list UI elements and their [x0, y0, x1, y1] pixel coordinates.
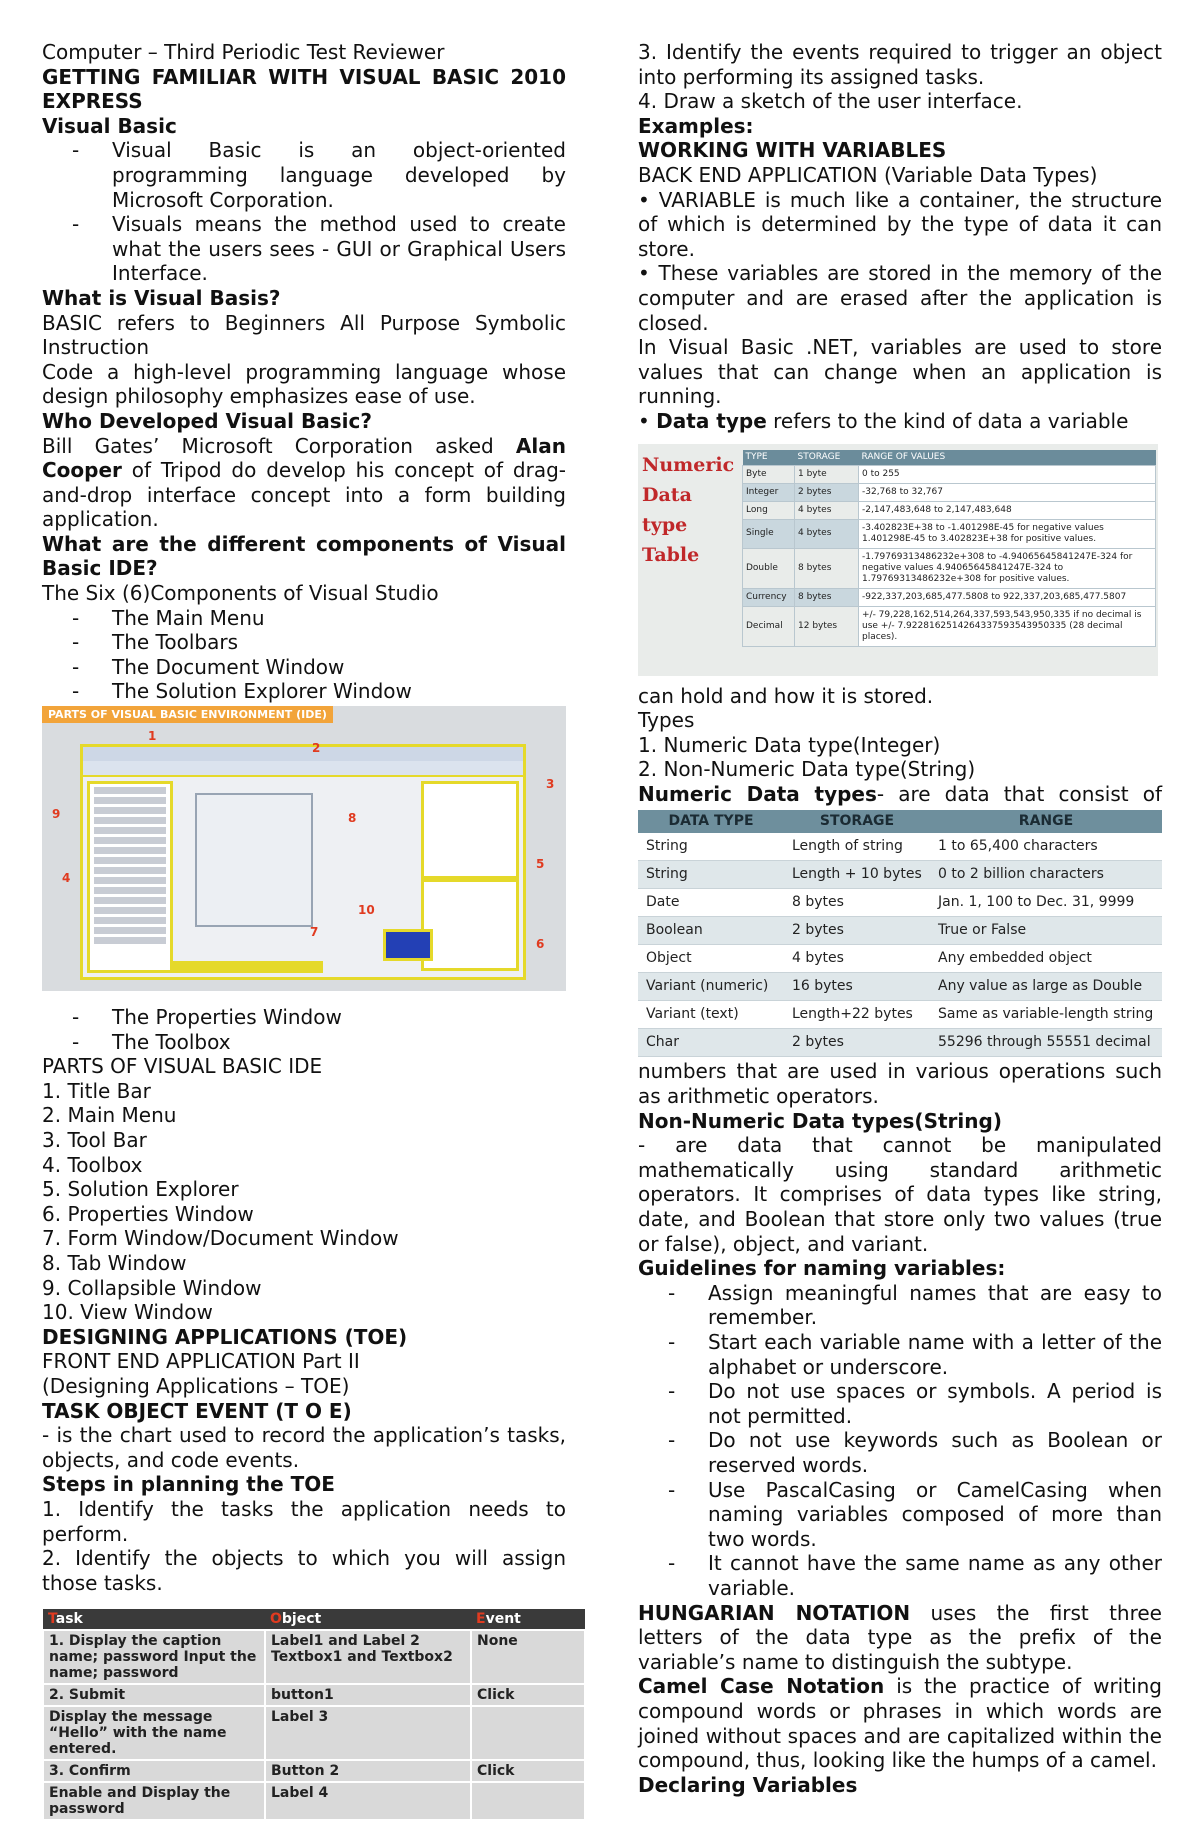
heading-examples: Examples:: [638, 113, 754, 138]
hungarian-notation: [638, 1601, 1162, 1675]
type-item: 2. Non-Numeric Data type(String): [638, 757, 976, 782]
table-cell: Label1 and Label 2 Textbox1 and Textbox2: [265, 1630, 471, 1684]
table-header: RANGE: [930, 810, 1162, 833]
ide-label: 3: [546, 777, 555, 792]
numeric-term: Numeric Data types: [638, 781, 877, 806]
heading-declaring-variables: Declaring Variables: [638, 1772, 858, 1797]
list-item: - The Properties Window: [42, 1005, 566, 1030]
table-header: RANGE OF VALUES: [859, 450, 1156, 466]
ide-label: 7: [310, 925, 319, 940]
table-header: DATA TYPE: [638, 810, 784, 833]
table-cell: 2 bytes: [784, 917, 930, 945]
table-row: [638, 833, 1162, 861]
table-cell: Variant (text): [638, 1001, 784, 1029]
table-cell: Click: [471, 1684, 585, 1706]
table-cell: 0 to 255: [859, 465, 1156, 483]
list-item: - The Toolbars: [42, 630, 566, 655]
table-row: [43, 1782, 585, 1820]
table-row: [638, 889, 1162, 917]
table-cell: 8 bytes: [795, 588, 859, 606]
part-item: 3. Tool Bar: [42, 1128, 147, 1152]
heading-guidelines: Guidelines for naming variables:: [638, 1256, 1006, 1281]
table-cell: Boolean: [638, 917, 784, 945]
table-cell: 16 bytes: [784, 973, 930, 1001]
toe-header-initial: O: [270, 1611, 282, 1628]
list-item: - The Main Menu: [42, 606, 566, 631]
table-cell: Any value as large as Double: [930, 973, 1162, 1001]
back-end-line: BACK END APPLICATION (Variable Data Types): [638, 162, 1098, 187]
table-cell: -922,337,203,685,477.5808 to 922,337,203,685,477.5807: [859, 588, 1156, 606]
ide-view-window: [383, 929, 433, 961]
list-item: - Use PascalCasing or CamelCasing when naming variables composed of more than two words.: [638, 1478, 1162, 1552]
table-cell: Double: [743, 548, 795, 588]
heading-toe: TASK OBJECT EVENT (T O E): [42, 1398, 352, 1423]
data-type-line: [638, 409, 1162, 434]
ide-label: 2: [312, 741, 321, 756]
table-row: [743, 606, 1156, 646]
table-cell: 1 byte: [795, 465, 859, 483]
toe-header-initial: T: [48, 1611, 56, 1628]
toe-header-rest: bject: [281, 1611, 322, 1628]
data-type-storage-table: [638, 810, 1162, 1057]
list-item: - Do not use keywords such as Boolean or reserved words.: [638, 1428, 1162, 1477]
toe-definition: - is the chart used to record the application’s tasks, objects, and code events.: [42, 1423, 566, 1472]
table-header: TYPE: [743, 450, 795, 466]
step-item: 1. Identify the tasks the application needs to perform.: [42, 1496, 566, 1546]
table-cell: Length + 10 bytes: [784, 861, 930, 889]
ide-status-bar: [173, 961, 323, 973]
toe-table: [42, 1609, 586, 1821]
six-components-line: The Six (6)Components of Visual Studio: [42, 581, 439, 606]
table-cell: Length+22 bytes: [784, 1001, 930, 1029]
part-item: 8. Tab Window: [42, 1250, 187, 1275]
table-row: [743, 548, 1156, 588]
ide-label: 1: [148, 729, 157, 744]
camel-rest: is the practice of writing compound words or phrases in which words are joined without spaces and are capitalized within the compound, thus, looking like the humps of a camel.: [638, 1674, 1163, 1773]
table-cell: Label 3: [265, 1706, 471, 1760]
toe-header: [471, 1609, 585, 1630]
part-item: 1. Title Bar: [42, 1078, 151, 1103]
table-cell: Decimal: [743, 606, 795, 646]
numeric-data-type-image: [638, 444, 1158, 676]
numeric-table-title: [642, 450, 738, 570]
table-row: [743, 588, 1156, 606]
heading-getting-familiar: GETTING FAMILIAR WITH VISUAL BASIC 2010 EXPRESS: [42, 64, 566, 114]
heading-components: What are the different components of Visual Basic IDE?: [42, 531, 566, 581]
ide-label: 5: [536, 857, 545, 872]
table-row: [638, 945, 1162, 973]
code-definition: Code a high-level programming language whose design philosophy emphasizes ease of use.: [42, 359, 566, 409]
table-row: [743, 501, 1156, 519]
heading-visual-basic: Visual Basic: [42, 113, 177, 138]
table-row: [638, 917, 1162, 945]
ide-properties-window: [421, 879, 519, 971]
table-cell: Display the message “Hello” with the name entered.: [43, 1706, 265, 1760]
table-cell: -2,147,483,648 to 2,147,483,648: [859, 501, 1156, 519]
table-cell: Date: [638, 889, 784, 917]
table-cell: 2 bytes: [784, 1029, 930, 1057]
non-numeric-definition: - are data that cannot be manipulated mathematically using standard arithmetic operators. It comprises of data types like string, date, and Boolean that store only two values (true or false), object, and variant.: [638, 1133, 1162, 1256]
table-cell: Single: [743, 519, 795, 548]
ide-solution-explorer: [421, 781, 519, 879]
table-cell: 12 bytes: [795, 606, 859, 646]
table-cell: [471, 1782, 585, 1820]
table-cell: 0 to 2 billion characters: [930, 861, 1162, 889]
table-cell: Char: [638, 1029, 784, 1057]
table-header: STORAGE: [784, 810, 930, 833]
alan-cooper: Alan Cooper: [42, 433, 566, 483]
table-row: [43, 1684, 585, 1706]
heading-what-is-vb: What is Visual Basis?: [42, 285, 281, 310]
hungarian-rest: uses the first three letters of the data type as the prefix of the variable’s name to distinguish the subtype.: [638, 1600, 1162, 1674]
table-cell: +/- 79,228,162,514,264,337,593,543,950,335 if no decimal is use +/- 7.9228162514264337593543950335 (28 decimal places).: [859, 606, 1156, 646]
ide-label: 8: [348, 811, 357, 826]
parts-title: PARTS OF VISUAL BASIC IDE: [42, 1054, 323, 1079]
table-cell: Byte: [743, 465, 795, 483]
toe-header-initial: E: [476, 1611, 486, 1628]
title-line: type Table: [642, 513, 700, 566]
list-item: - The Solution Explorer Window: [42, 679, 566, 704]
part-item: 6. Properties Window: [42, 1201, 254, 1226]
ide-toolbox: [87, 781, 173, 973]
hungarian-term: HUNGARIAN NOTATION: [638, 1600, 911, 1625]
table-cell: Click: [471, 1760, 585, 1782]
table-cell: Enable and Display the password: [43, 1782, 265, 1820]
ide-screenshot: [42, 706, 566, 991]
heading-designing: DESIGNING APPLICATIONS (TOE): [42, 1324, 408, 1349]
table-cell: 4 bytes: [784, 945, 930, 973]
table-cell: -32,768 to 32,767: [859, 483, 1156, 501]
list-item: - Start each variable name with a letter of the alphabet or underscore.: [638, 1330, 1162, 1379]
heading-steps: Steps in planning the TOE: [42, 1472, 335, 1497]
camel-term: Camel Case Notation: [638, 1674, 885, 1699]
step-item: 4. Draw a sketch of the user interface.: [638, 89, 1023, 114]
part-item: 4. Toolbox: [42, 1152, 143, 1177]
list-item: - Visuals means the method used to create what the users sees - GUI or Graphical Users Interface.: [42, 212, 566, 286]
step-item: 3. Identify the events required to trigger an object into performing its assigned tasks.: [638, 40, 1162, 89]
numeric-rest: - are data that consist of: [876, 781, 1162, 806]
table-row: [743, 465, 1156, 483]
toe-header: [265, 1609, 471, 1630]
variable-bullet: • VARIABLE is much like a container, the structure of which is determined by the type of data it can store.: [638, 187, 1162, 261]
types-label: Types: [638, 708, 695, 733]
part-item: 9. Collapsible Window: [42, 1275, 262, 1300]
table-row: [43, 1630, 585, 1684]
table-cell: String: [638, 861, 784, 889]
table-row: [743, 519, 1156, 548]
part-item: 5. Solution Explorer: [42, 1177, 239, 1202]
left-column: [42, 40, 566, 1821]
ide-tool-bar: [83, 761, 523, 777]
table-cell: String: [638, 833, 784, 861]
list-item: - It cannot have the same name as any other variable.: [638, 1551, 1162, 1600]
part-item: 7. Form Window/Document Window: [42, 1226, 399, 1251]
document-title: Computer – Third Periodic Test Reviewer: [42, 40, 445, 64]
table-row: [638, 1001, 1162, 1029]
table-cell: Long: [743, 501, 795, 519]
table-cell: Variant (numeric): [638, 973, 784, 1001]
table-row: [638, 861, 1162, 889]
variable-bullet: • These variables are stored in the memory of the computer and are erased after the application is closed.: [638, 261, 1162, 335]
table-row: [638, 1029, 1162, 1057]
part-item: 10. View Window: [42, 1300, 213, 1325]
hold-line: can hold and how it is stored.: [638, 683, 934, 708]
ide-label: 4: [62, 871, 71, 886]
table-cell: Button 2: [265, 1760, 471, 1782]
table-row: [43, 1706, 585, 1760]
numbers-line: numbers that are used in various operations such as arithmetic operators.: [638, 1059, 1162, 1109]
numeric-data-types-line: [638, 782, 1162, 807]
title-line: Data: [642, 483, 692, 506]
table-cell: Label 4: [265, 1782, 471, 1820]
table-cell: -3.402823E+38 to -1.401298E-45 for negative values 1.401298E-45 to 3.402823E+38 for positive values.: [859, 519, 1156, 548]
table-cell: Jan. 1, 100 to Dec. 31, 9999: [930, 889, 1162, 917]
table-cell: 2 bytes: [795, 483, 859, 501]
who-post: of Tripod do develop his concept of drag-and-drop interface concept into a form building application.: [42, 458, 566, 532]
table-cell: 8 bytes: [784, 889, 930, 917]
table-row: [43, 1760, 585, 1782]
table-cell: Any embedded object: [930, 945, 1162, 973]
numeric-data-type-table: [742, 450, 1156, 647]
ide-label: 10: [358, 903, 375, 918]
table-cell: Object: [638, 945, 784, 973]
toe-header-rest: ask: [55, 1611, 83, 1628]
bullet: •: [638, 408, 657, 433]
data-type-term: Data type: [656, 408, 767, 433]
table-header: STORAGE: [795, 450, 859, 466]
who-developed-text: [42, 434, 566, 532]
table-cell: True or False: [930, 917, 1162, 945]
table-row: [638, 973, 1162, 1001]
table-cell: Same as variable-length string: [930, 1001, 1162, 1029]
table-cell: 4 bytes: [795, 501, 859, 519]
table-cell: -1.79769313486232e+308 to -4.94065645841247E-324 for negative values 4.94065645841247E-324 to 1.79769313486232e+308 for positive values.: [859, 548, 1156, 588]
title-line: Numeric: [642, 453, 735, 476]
toe-header-row: [43, 1609, 585, 1630]
heading-who-developed: Who Developed Visual Basic?: [42, 408, 372, 433]
table-cell: 55296 through 55551 decimal: [930, 1029, 1162, 1057]
ide-menu-bar: [83, 747, 523, 761]
table-cell: 1. Display the caption name; password Input the name; password: [43, 1630, 265, 1684]
ide-banner: PARTS OF VISUAL BASIC ENVIRONMENT (IDE): [42, 706, 333, 723]
front-end-line: FRONT END APPLICATION Part II: [42, 1349, 360, 1374]
list-item: - Visual Basic is an object-oriented programming language developed by Microsoft Corporation.: [42, 138, 566, 212]
type-item: 1. Numeric Data type(Integer): [638, 732, 941, 757]
list-item: - Do not use spaces or symbols. A period is not permitted.: [638, 1379, 1162, 1428]
table-header-row: [743, 450, 1156, 466]
table-cell: button1: [265, 1684, 471, 1706]
table-header-row: [638, 810, 1162, 833]
table-cell: Length of string: [784, 833, 930, 861]
table-cell: 3. Confirm: [43, 1760, 265, 1782]
camel-case-notation: [638, 1674, 1162, 1772]
table-cell: Integer: [743, 483, 795, 501]
list-item: - The Toolbox: [42, 1030, 566, 1055]
toe-header-rest: vent: [485, 1611, 521, 1628]
variable-net-text: In Visual Basic .NET, variables are used to store values that can change when an application is running.: [638, 335, 1162, 409]
ide-window: [80, 744, 526, 980]
ide-label: 9: [52, 807, 61, 822]
step-item: 2. Identify the objects to which you will assign those tasks.: [42, 1546, 566, 1595]
front-end-sub: (Designing Applications – TOE): [42, 1373, 350, 1398]
table-cell: 1 to 65,400 characters: [930, 833, 1162, 861]
part-item: 2. Main Menu: [42, 1103, 177, 1128]
basic-definition: BASIC refers to Beginners All Purpose Symbolic Instruction: [42, 310, 566, 360]
list-item: - Assign meaningful names that are easy to remember.: [638, 1281, 1162, 1330]
list-item: - The Document Window: [42, 655, 566, 680]
table-cell: 2. Submit: [43, 1684, 265, 1706]
ide-label: 6: [536, 937, 545, 952]
table-cell: Currency: [743, 588, 795, 606]
table-cell: 8 bytes: [795, 548, 859, 588]
who-pre: Bill Gates’ Microsoft Corporation asked: [42, 433, 516, 458]
table-cell: None: [471, 1630, 585, 1684]
right-column: [638, 40, 1162, 1797]
table-cell: 4 bytes: [795, 519, 859, 548]
table-cell: [471, 1706, 585, 1760]
heading-working-variables: WORKING WITH VARIABLES: [638, 138, 947, 163]
ide-form-window: [195, 793, 313, 927]
heading-non-numeric: Non-Numeric Data types(String): [638, 1108, 1002, 1133]
toe-header: [43, 1609, 265, 1630]
table-row: [743, 483, 1156, 501]
data-type-rest: refers to the kind of data a variable: [766, 408, 1129, 433]
